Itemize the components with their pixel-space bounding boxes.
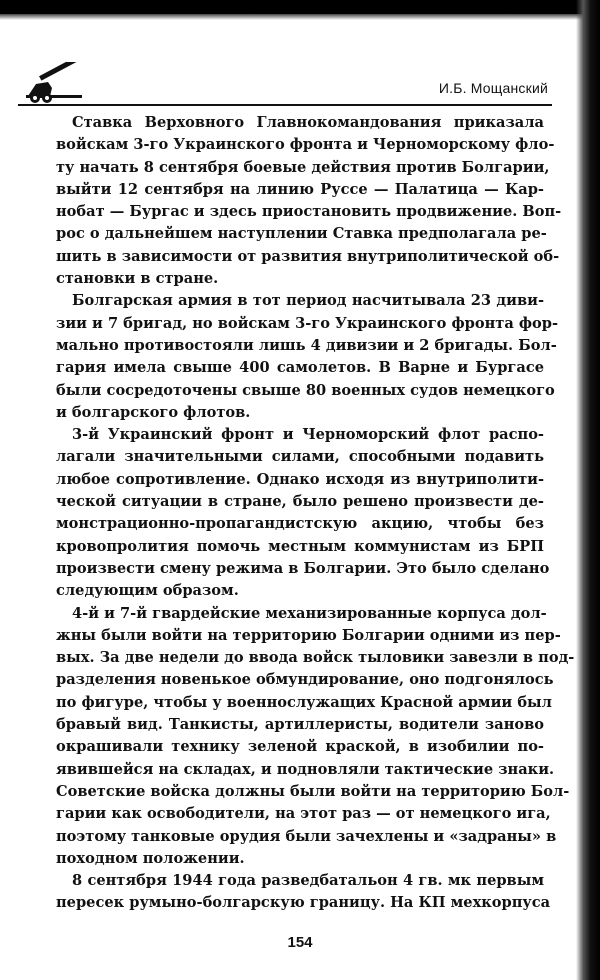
page-number: 154 <box>287 934 313 951</box>
paragraph <box>56 870 551 915</box>
text-line: жны были войти на территорию Болгарии одними из пер- <box>56 626 561 644</box>
text-line: Ставка Верховного Главнокомандования приказала <box>72 114 544 131</box>
page-top-band <box>0 0 600 14</box>
text-line: бравый вид. Танкисты, артиллеристы, водители заново <box>56 716 544 734</box>
text-line: и болгарского флотов. <box>56 403 251 421</box>
text-line: гарии как освободители, на этот раз — от немецкого ига, <box>56 805 551 823</box>
text-line: явившейся на складах, и подновляли тактические знаки. <box>56 760 555 778</box>
paragraph <box>56 290 559 424</box>
main-text <box>56 112 575 915</box>
text-line: нобат — Бургас и здесь приостановить продвижение. Воп- <box>56 203 562 221</box>
text-line: Советские войска должны были войти на территорию Бол- <box>56 782 570 800</box>
text-line: 4-й и 7-й гвардейские механизированные корпуса дол- <box>72 604 547 622</box>
text-line: лагали значительными силами, способными подавить <box>56 448 544 466</box>
text-line: разделения новенькое обмундирование, оно подгонялось <box>56 671 554 689</box>
text-line: 3-й Украинский фронт и Черноморский флот распо- <box>72 426 544 444</box>
page-scan-edge <box>576 0 600 980</box>
text-line: мально противостояли лишь 4 дивизии и 2 бригады. Бол- <box>56 336 557 354</box>
text-line: монстрационно-пропагандистскую акцию, чтобы без <box>56 515 544 533</box>
paragraph <box>56 603 575 871</box>
artillery-gun-icon <box>22 62 84 108</box>
text-line: выйти 12 сентября на линию Руссе — Палатица — Кар- <box>56 180 544 198</box>
text-line: вых. За две недели до ввода войск тыловики завезли в под- <box>56 649 575 667</box>
author-name: И.Б. Мощанский <box>438 80 548 96</box>
text-line: шить в зависимости от развития внутриполитической об- <box>56 247 560 265</box>
text-line: кровопролития помочь местным коммунистам из БРП <box>56 537 544 555</box>
text-line: ческой ситуации в стране, было решено произвести де- <box>56 493 544 511</box>
paragraph <box>56 424 550 602</box>
text-line: по фигуре, чтобы у военнослужащих Красной армии был <box>56 693 552 711</box>
text-line: следующим образом. <box>56 582 239 600</box>
text-line: произвести смену режима в Болгарии. Это было сделано <box>56 559 550 577</box>
text-line: зии и 7 бригад, но войскам 3-го Украинского фронта фор- <box>56 314 559 332</box>
text-line: походном положении. <box>56 849 245 867</box>
text-line: пересек румыно-болгарскую границу. На КП мехкорпуса <box>56 894 551 912</box>
text-line: поэтому танковые орудия были зачехлены и «задраны» в <box>56 827 557 845</box>
text-line: Болгарская армия в тот период насчитывала 23 диви- <box>72 292 544 310</box>
text-line: 8 сентября 1944 года разведбатальон 4 гв. мк первым <box>72 872 544 890</box>
text-line: любое сопротивление. Однако исходя из внутриполити- <box>56 470 544 488</box>
text-line: ту начать 8 сентября боевые действия против Болгарии, <box>56 158 550 176</box>
text-line: становки в стране. <box>56 270 219 288</box>
text-line: войскам 3-го Украинского фронта и Черноморскому фло- <box>56 136 555 154</box>
running-header <box>18 80 552 106</box>
text-line: окрашивали технику зеленой краской, в изобилии по- <box>56 738 544 756</box>
text-line: гария имела свыше 400 самолетов. В Варне и Бургасе <box>56 359 544 377</box>
paragraph <box>56 112 562 290</box>
text-line: были сосредоточены свыше 80 военных судов немецкого <box>56 381 555 399</box>
text-line: рос о дальнейшем наступлении Ставка предполагала ре- <box>56 225 547 243</box>
